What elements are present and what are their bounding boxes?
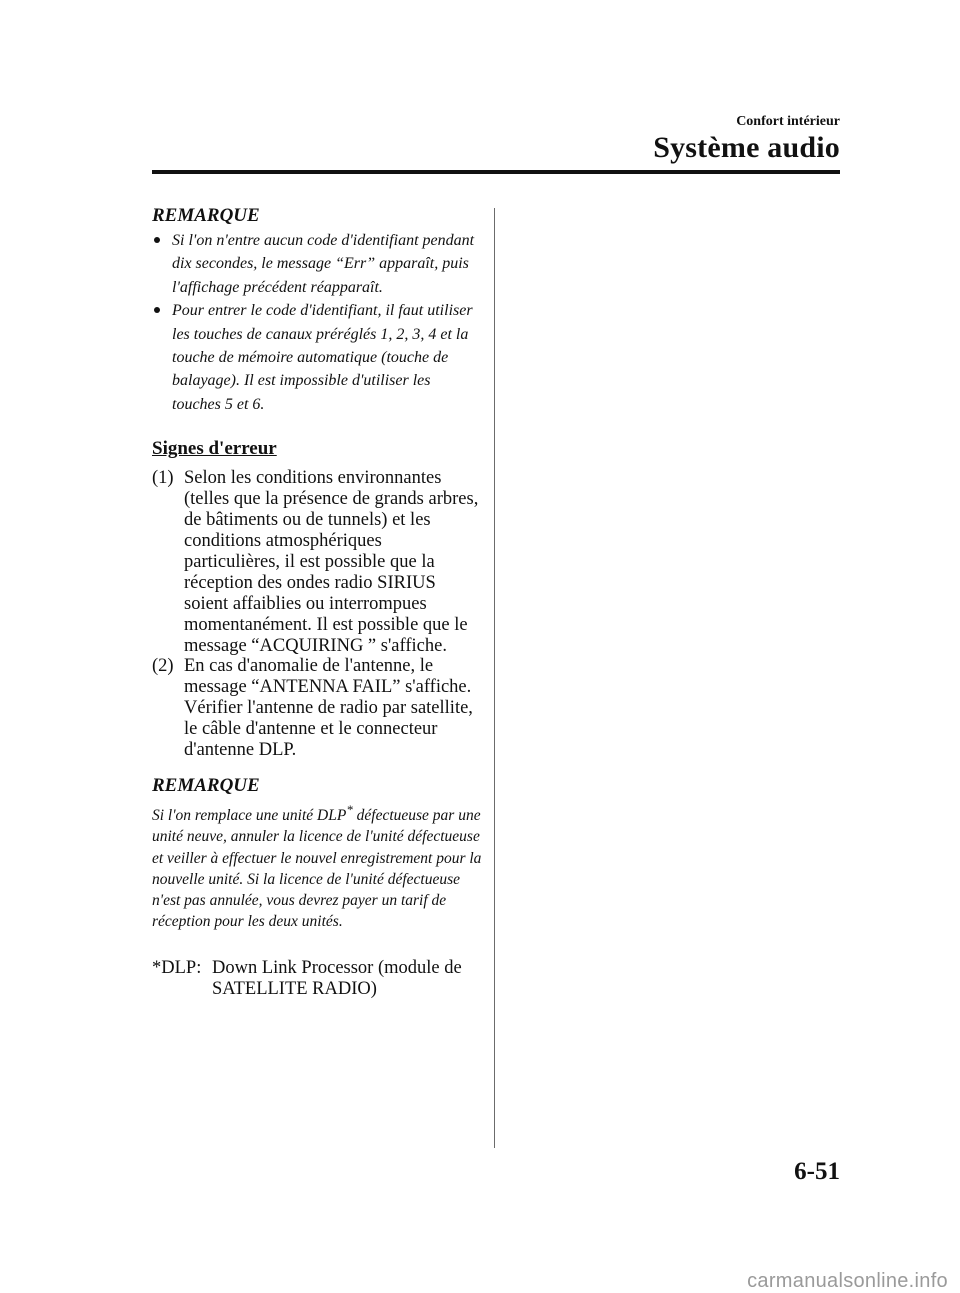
note-item: [152, 299, 482, 416]
page-title: Système audio: [653, 131, 840, 164]
watermark: carmanualsonline.info: [747, 1270, 948, 1292]
error-item: [152, 656, 482, 761]
note-item-text: Pour entrer le code d'identifiant, il faut utiliser les touches de canaux préréglés 1, 2, 3, 4 et la touche de mémoire automatique (touche de balayage). Il est impossible d'utiliser les touches 5 et 6.: [172, 302, 473, 413]
footnote-marker: *: [346, 801, 353, 817]
footnote-label: *DLP:: [152, 958, 202, 979]
note-text-before: Si l'on remplace une unité DLP: [152, 807, 347, 825]
note-item-text: Si l'on n'entre aucun code d'identifiant pendant dix secondes, le message “Err” apparaît, puis l'affichage précédent réapparaît.: [172, 232, 475, 296]
page-number: 6-51: [794, 1158, 840, 1185]
header-rule: [152, 170, 840, 174]
header-section-label: Confort intérieur: [736, 114, 840, 129]
note-list: [152, 229, 482, 416]
note-block-1: [152, 205, 482, 416]
error-item-text: En cas d'anomalie de l'antenne, le message “ANTENNA FAIL” s'affiche. Vérifier l'antenne de radio par satellite, le câble d'antenne et le connecteur d'antenne DLP.: [184, 656, 473, 761]
note-title: REMARQUE: [152, 774, 260, 796]
error-list: [152, 468, 482, 761]
error-item: [152, 468, 482, 656]
bullet-icon: [154, 307, 160, 313]
error-item-text: Selon les conditions environnantes (telles que la présence de grands arbres, de bâtiments ou de tunnels) et les conditions atmosphériques particulières, il est possible que la réception des ondes radio SIRIUS soient affaiblies ou interrompues momentanément. Il est possible que le message “ACQUIRING ” s'affiche.: [184, 468, 479, 656]
note-paragraph: [152, 799, 482, 932]
footnote-text: Down Link Processor (module de SATELLITE RADIO): [212, 958, 462, 1000]
note-block-2: [152, 775, 482, 932]
error-signs-heading: Signes d'erreur: [152, 438, 277, 460]
error-item-marker: (2): [152, 656, 174, 677]
note-text-after: défectueuse par une unité neuve, annuler la licence de l'unité défectueuse et veiller à effectuer le nouvel enregistrement pour la nouvelle unité. Si la licence de l'unité défectueuse n'est pas annulée, vous devrez payer un tarif de réception pour les deux unités.: [152, 807, 482, 931]
column-divider: [494, 208, 495, 1148]
note-item: [152, 229, 482, 299]
footnote: [152, 958, 482, 1000]
note-title: REMARQUE: [152, 205, 260, 226]
error-item-marker: (1): [152, 468, 174, 489]
bullet-icon: [154, 237, 160, 243]
left-column: [152, 205, 482, 1000]
